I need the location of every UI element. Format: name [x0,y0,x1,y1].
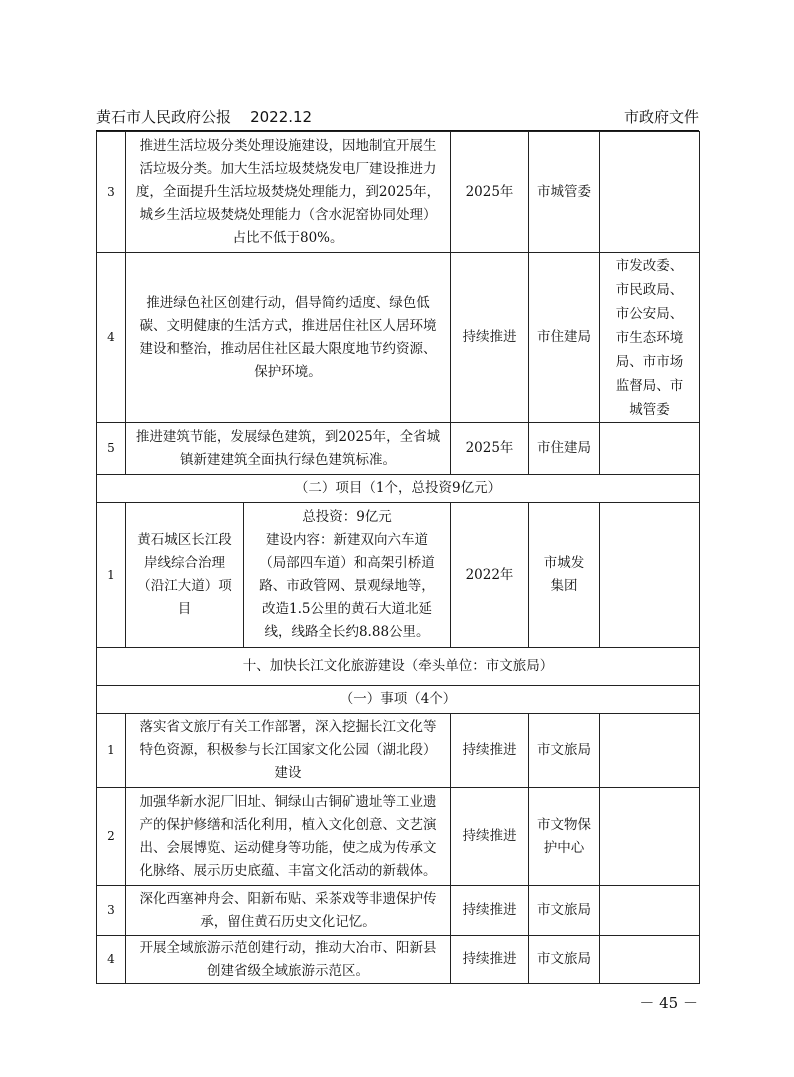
row-lead-unit: 市城发 集团 [529,503,600,648]
row-lead-unit: 市文旅局 [529,886,600,936]
table-row [97,253,700,423]
row-lead-unit: 市城管委 [529,132,600,253]
row-partner-units [600,936,700,984]
row-description: 推进绿色社区创建行动，倡导简约适度、绿色低 碳、文明健康的生活方式，推进居住社区人居环境 建设和整治，推动居住社区最大限度地节约资源、 保护环境。 [126,253,451,423]
project-name: 黄石城区长江段 岸线综合治理 （沿江大道）项 目 [126,503,244,648]
row-time: 持续推进 [451,936,529,984]
section-heading-row [97,686,700,714]
table-row [97,886,700,936]
table-row [97,788,700,886]
section-heading-row [97,475,700,503]
table-row [97,132,700,253]
table-row [97,714,700,788]
row-description: 加强华新水泥厂旧址、铜绿山古铜矿遗址等工业遗 产的保护修缮和活化利用，植入文化创意、文艺演 出、会展博览、运动健身等功能，使之成为传承文 化脉络、展示历史底蕴、丰富文化活动的新载体。 [126,788,451,886]
row-time: 2022年 [451,503,529,648]
section-title: 市政府文件 [623,108,699,126]
row-number: 1 [97,714,126,788]
row-partner-units [600,503,700,648]
row-number: 4 [97,253,126,423]
row-partner-units [600,423,700,475]
row-time: 持续推进 [451,714,529,788]
table-row [97,423,700,475]
row-number: 5 [97,423,126,475]
section-projects-heading: （二）项目（1个，总投资9亿元） [97,475,700,503]
row-partner-units [600,886,700,936]
project-content: 总投资：9亿元 建设内容：新建双向六车道 （局部四车道）和高架引桥道 路、市政管网、景观绿地等， 改造1.5公里的黄石大道北延 线，线路全长约8.88公里。 [244,503,451,648]
row-description: 推进建筑节能，发展绿色建筑，到2025年，全省城 镇新建建筑全面执行绿色建筑标准。 [126,423,451,475]
row-description: 推进生活垃圾分类处理设施建设，因地制宜开展生 活垃圾分类。加大生活垃圾焚烧发电厂建设推进力 度，全面提升生活垃圾焚烧处理能力，到2025年， 城乡生活垃圾焚烧处理能力（含水泥窑协同处理） 占比不低于80%。 [126,132,451,253]
table-row [97,936,700,984]
row-lead-unit: 市文物保 护中心 [529,788,600,886]
table-row [97,503,700,648]
row-lead-unit: 市住建局 [529,423,600,475]
section-ten-heading: 十、加快长江文化旅游建设（牵头单位：市文旅局） [97,648,700,686]
row-number: 2 [97,788,126,886]
page-number: － 45 － [639,994,698,1012]
row-description: 落实省文旅厅有关工作部署，深入挖掘长江文化等 特色资源，积极参与长江国家文化公园（湖北段） 建设 [126,714,451,788]
section-items-heading: （一）事项（4个） [97,686,700,714]
row-number: 1 [97,503,126,648]
row-lead-unit: 市文旅局 [529,936,600,984]
row-time: 持续推进 [451,886,529,936]
task-table [96,131,700,984]
row-number: 3 [97,886,126,936]
row-lead-unit: 市文旅局 [529,714,600,788]
row-time: 2025年 [451,423,529,475]
row-description: 开展全域旅游示范创建行动，推动大冶市、阳新县 创建省级全域旅游示范区。 [126,936,451,984]
row-number: 4 [97,936,126,984]
row-number: 3 [97,132,126,253]
row-time: 持续推进 [451,788,529,886]
page-header [96,104,699,128]
row-partner-units [600,714,700,788]
row-description: 深化西塞神舟会、阳新布贴、采茶戏等非遗保护传 承，留住黄石历史文化记忆。 [126,886,451,936]
row-lead-unit: 市住建局 [529,253,600,423]
row-time: 持续推进 [451,253,529,423]
section-heading-row [97,648,700,686]
row-partner-units [600,132,700,253]
publication-title: 黄石市人民政府公报 2022.12 [96,108,313,126]
row-time: 2025年 [451,132,529,253]
row-partner-units: 市发改委、 市民政局、 市公安局、 市生态环境 局、市市场 监督局、市 城管委 [600,253,700,423]
row-partner-units [600,788,700,886]
